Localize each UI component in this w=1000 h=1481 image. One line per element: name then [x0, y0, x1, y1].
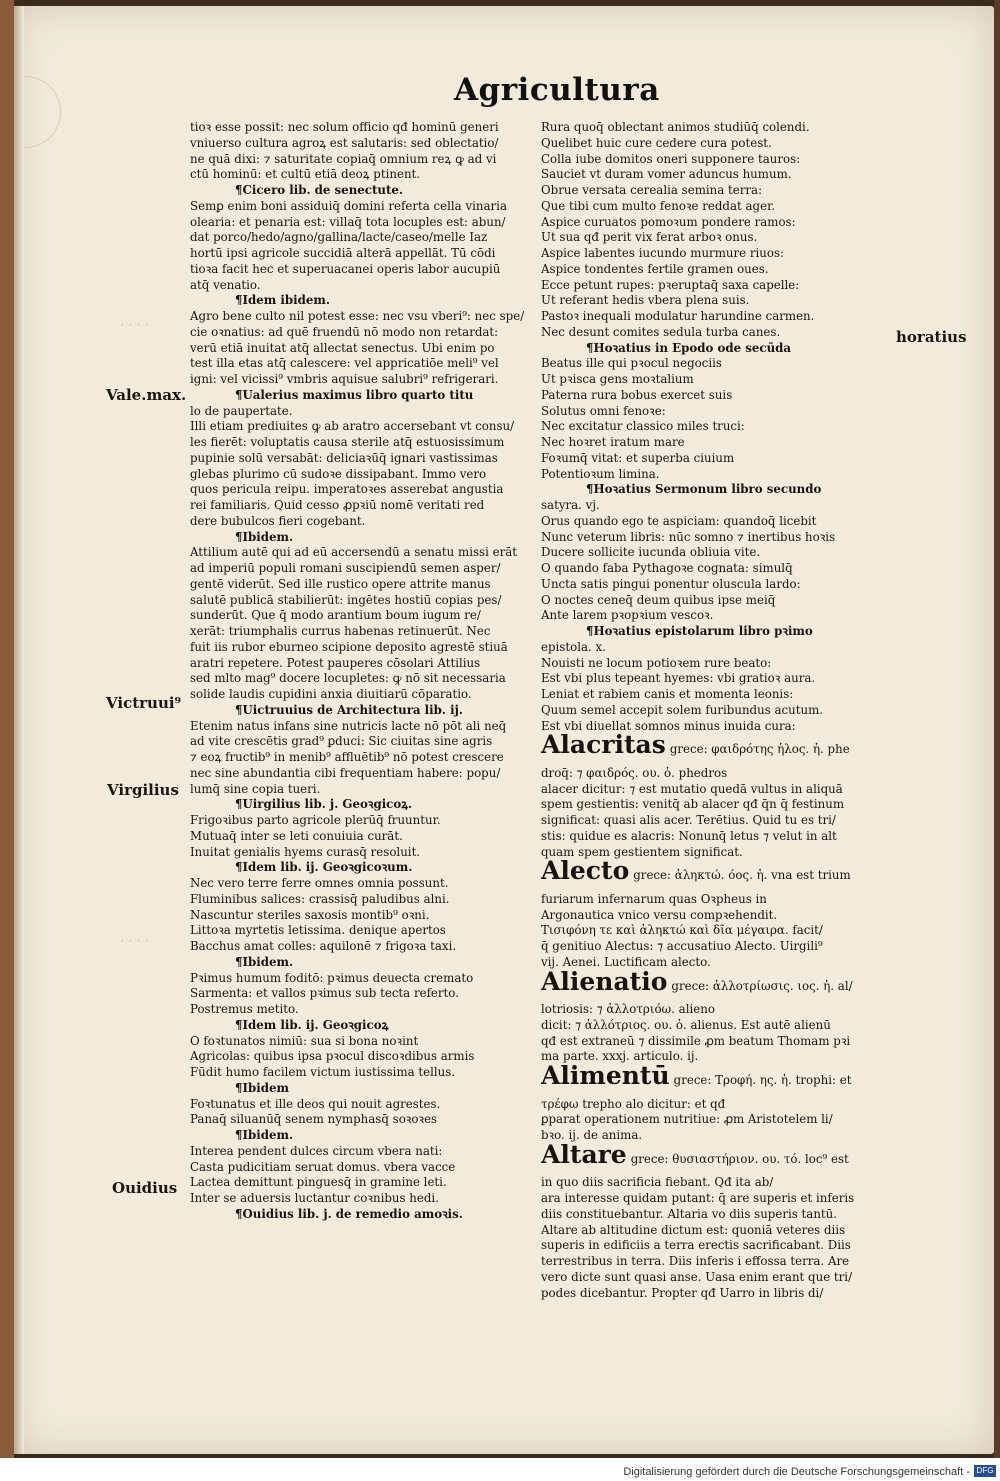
text-line: terrestribus in terra. Diis inferis i effossa terra. Are: [541, 1254, 850, 1268]
text-line: Ut pꝛisca gens moꝛtalium: [541, 372, 694, 386]
text-line: O foꝛtunatos nimiū: sua si bona noꝛint: [190, 1033, 419, 1048]
funding-credit: Digitalisierung gefördert durch die Deutsche Forschungsgemeinschaft -: [623, 1466, 970, 1478]
text-line: tioꝛ esse possit: nec solum officio qđ hominū generi: [190, 120, 499, 134]
dictionary-entry-line: [541, 971, 886, 1003]
text-line: Τισιφόνη τε καὶ ἀληκτώ καὶ δῖα μέγαιρα. facit/: [541, 923, 823, 938]
text-line: Panaq̄ siluanūq̄ senem nymphasq̄ soꝛoꝛes: [190, 1112, 438, 1127]
text-line: Inuitat genialis hyems curasq̄ resoluit.: [190, 844, 421, 859]
text-line: Etenim natus infans sine nutricis lacte nō pōt ali neq̄: [190, 718, 507, 733]
text-line: Attilium autē qui ad eū accersendū a senatu missi erāt: [190, 545, 518, 560]
lemma-headword: Alecto: [541, 860, 630, 886]
text-line: Nouisti ne locum potioꝛem rure beato:: [541, 655, 772, 670]
lemma-gloss: grece: θυσιαστήριον. ου. τό. loc⁹ est: [630, 1151, 849, 1166]
text-line: Nec hoꝛret iratum mare: [541, 435, 685, 449]
section-heading: ¶Ibidem.: [235, 954, 294, 969]
text-line: xerāt: triumphalis currus habenas retinuerūt. Nec: [190, 624, 491, 638]
dictionary-entry-line: [541, 1065, 886, 1097]
dictionary-entry-line: [541, 1144, 886, 1176]
text-line: Potentioꝛum limina.: [541, 466, 660, 481]
text-line: Orus quando ego te aspiciam: quandoq̄ licebit: [541, 513, 817, 528]
section-heading: ¶Idem ibidem.: [235, 293, 330, 308]
text-line: Ut sua qđ perit vix ferat arboꝛ onus.: [541, 230, 758, 245]
text-line: rei familiaris. Quid cesso ꝓpꝛiū nomē veritati red: [190, 498, 485, 512]
section-heading: ¶Idem lib. ij. Geoꝛgicoꝝ: [235, 1017, 389, 1032]
text-line: Colla iube domitos oneri supponere tauros:: [541, 151, 801, 166]
text-line: Aspice labentes iucundo murmure riuos:: [541, 246, 784, 260]
text-line: Ut referant hedis vbera plena suis.: [541, 293, 750, 308]
marginal-note-ouidius: Ouidius: [112, 1179, 178, 1197]
text-line: fuit iis rubor eburneo scipione deposito agrestē stiuā: [190, 639, 508, 654]
text-line: Nec desunt comites sedula turba canes.: [541, 324, 781, 339]
text-line: pupinie solū versabāt: deliciaꝛūq̄ ignari vastissimas: [190, 450, 498, 465]
text-line: solide laudis cupidini anxia diuitiarū cōparatio.: [190, 687, 472, 701]
text-line: ad imperiū populi romani suscipiendū semen asper/: [190, 561, 501, 575]
show-through-mark: · · · ·: [120, 318, 149, 333]
text-line: Nunc veterum libris: nūc somno ⁊ inertibus hoꝛis: [541, 529, 836, 544]
text-line: alacer dicitur: ⁊ est mutatio quedā vultus in aliquā: [541, 781, 843, 796]
text-line: dat porco/hedo/agno/gallina/lacte/caseo/melle Iaz: [190, 230, 488, 245]
text-line: lo de paupertate.: [190, 403, 293, 418]
text-line: ꝑparat operationem nutritiue: ꝓm Aristotelem li/: [541, 1112, 833, 1127]
section-heading: ¶Uictruuius de Architectura lib. ij.: [235, 702, 463, 717]
text-line: Quum semel accepit solem furibundus acutum.: [541, 702, 824, 717]
text-line: nec sine abundantia cibi frequentiam habere: popu/: [190, 765, 501, 780]
text-line: vero dicte sunt quasi anse. Uasa enim erant que tri/: [541, 1269, 853, 1284]
lemma-gloss: grece: ἀληκτώ. όος. ἡ. vna est trium: [633, 868, 851, 883]
marginal-note-victruuius: Victruui⁹: [106, 694, 182, 712]
text-line: Foꝛumq̄ vitat: et superba ciuium: [541, 450, 735, 465]
text-line: Aspice curuatos pomoꝛum pondere ramos:: [541, 214, 796, 229]
lemma-headword: Altare: [541, 1143, 627, 1169]
lemma-headword: Alacritas: [541, 734, 666, 760]
text-line: cie oꝛnatius: ad quē fruendū nō modo non retardat:: [190, 324, 499, 339]
text-line: hortū ipsi agricole succidiā alterā appellāt. Tū cōdi: [190, 246, 496, 260]
text-line: tioꝛa facit hec et superuacanei operis labor aucupiū: [190, 261, 501, 276]
text-line: test illa etas atq̄ calescere: vel appricatiōe meli⁹ vel: [190, 356, 499, 371]
text-line: Frigoꝛibus parto agricole plerūq̄ fruuntur.: [190, 813, 441, 827]
text-line: sunderūt. Que q̄ modo arantium boum iugum re/: [190, 608, 481, 623]
text-line: Beatus ille qui pꝛocul negociis: [541, 356, 722, 371]
text-line: Est vbi diuellat somnos minus inuida cura:: [541, 718, 796, 733]
text-line: Bacchus amat colles: aquilonē ⁊ frigoꝛa taxi.: [190, 939, 457, 953]
text-line: satyra. vj.: [541, 498, 600, 512]
text-line: lumq̄ sine copia tueri.: [190, 781, 321, 796]
text-line: Ducere sollicite iucunda obliuia vite.: [541, 545, 761, 560]
text-line: Est vbi plus tepeant hyemes: vbi gratioꝛ aura.: [541, 671, 816, 686]
text-line: bꝛo. ij. de anima.: [541, 1128, 643, 1142]
text-line: Fluminibus salices: crassisq̄ paludibus alni.: [190, 891, 450, 906]
text-line: Fūdit humo facilem victum iustissima tellus.: [190, 1065, 456, 1079]
binding-edge: [0, 0, 14, 1458]
text-line: Lactea demittunt pinguesq̄ in gramine leti.: [190, 1175, 447, 1190]
text-line: Postremus metito.: [190, 1002, 299, 1016]
text-line: Interea pendent dulces circum vbera nati:: [190, 1143, 443, 1158]
text-line: igni: vel vicissi⁹ vmbris aquisue salubri⁹ refrigerari.: [190, 372, 499, 386]
book-edge: [994, 0, 1000, 1458]
text-line: les fierēt: voluptatis causa sterile atq̄ estuosissimum: [190, 435, 505, 449]
text-line: Agricolas: quibus ipsa pꝛocul discoꝛdibus armis: [190, 1049, 475, 1064]
section-heading: ¶Hoꝛatius epistolarum libro pꝛimo: [586, 624, 813, 638]
section-heading: ¶Cicero lib. de senectute.: [235, 183, 404, 197]
text-line: glebas plurimo cū sudoꝛe dissipabant. Immo vero: [190, 466, 487, 481]
section-heading: ¶Hoꝛatius in Epodo ode secūda: [586, 340, 792, 355]
text-line: Que tibi cum multo fenoꝛe reddat ager.: [541, 198, 776, 213]
text-line: ne quā dixi: ⁊ saturitate copiaq̄ omnium reꝝ ꝙ ad vi: [190, 151, 497, 166]
text-line: superis in edificiis a terra erectis sacrificabant. Diis: [541, 1238, 851, 1253]
text-line: olearia: et penaria est: villaq̄ tota locuples est: abun/: [190, 214, 506, 229]
text-line: vniuerso cultura agroꝝ est salutaris: sed oblectatio/: [190, 135, 499, 150]
text-line: Pꝛimus humum foditō: pꝛimus deuecta cremato: [190, 970, 474, 985]
running-head: Agricultura: [454, 72, 660, 108]
lemma-gloss: grece: ἀλλοτρίωσις. ιος. ἡ. al/: [671, 978, 853, 993]
text-line: Ante larem pꝛopꝛium vescoꝛ.: [541, 608, 714, 623]
page-stain: [24, 76, 61, 148]
dictionary-entry-line: [541, 734, 886, 766]
text-line: τρέφω trepho alo dicitur: et qđ: [541, 1096, 726, 1111]
dfg-logo: DFG: [974, 1465, 996, 1477]
text-line: q̄ genitiuo Alectus: ⁊ accusatiuo Alecto. Uirgili⁹: [541, 939, 823, 953]
text-line: furiarum infernarum quas Oꝛpheus in: [541, 891, 767, 906]
text-line: qđ est extraneū ⁊ dissimile ꝓm beatum Thomam pꝛi: [541, 1033, 851, 1048]
section-heading: ¶Ibidem.: [235, 1128, 294, 1142]
section-heading: ¶Hoꝛatius Sermonum libro secundo: [586, 482, 822, 497]
section-heading: ¶Ouidius lib. j. de remedio amoꝛis.: [235, 1206, 463, 1221]
left-text-column: [190, 120, 535, 1223]
text-line: Casta pudicitiam seruat domus. vbera vacce: [190, 1159, 456, 1174]
text-line: Littoꝛa myrtetis letissima. denique apertos: [190, 923, 446, 938]
text-line: atq̄ venatio.: [190, 277, 261, 292]
text-line: sed mlto mag⁹ docere locupletes: ꝙ nō sit necessaria: [190, 671, 506, 686]
text-line: stis: quidue es alacris: Nonunq̄ letus ⁊ velut in alt: [541, 828, 837, 843]
text-line: Nec excitatur classico miles truci:: [541, 419, 745, 434]
text-line: ⁊ eoꝝ fructib⁹ in menib⁹ affluētib⁹ nō potest crescere: [190, 750, 504, 764]
dictionary-entry-line: [541, 860, 886, 892]
text-line: Nascuntur steriles saxosis montib⁹ oꝛni.: [190, 907, 430, 922]
text-line: ctū hominū: et cultū etiā deoꝝ ptinent.: [190, 167, 421, 182]
text-line: dicit: ⁊ ἀλλότριος. ου. ὁ. alienus. Est autē alienū: [541, 1017, 831, 1032]
text-line: gentē viderūt. Sed ille rustico opere attrite manus: [190, 576, 491, 591]
text-line: ma parte. xxxj. articulo. ij.: [541, 1049, 699, 1064]
right-text-column: [541, 120, 886, 1301]
text-line: significat: quasi alis acer. Terētius. Quid tu es tri/: [541, 813, 836, 827]
text-line: vij. Aenei. Luctificam alecto.: [541, 954, 711, 969]
text-line: diis constituebantur. Altaria vo diis superis tantū.: [541, 1206, 837, 1221]
text-line: in quo diis sacrificia fiebant. Qđ ita ab/: [541, 1175, 774, 1190]
marginal-note-horatius: horatius: [896, 328, 967, 346]
text-line: ad vite crescētis grad⁹ ꝑduci: Sic ciuitas sine agris: [190, 734, 493, 749]
text-line: podes dicebantur. Propter qđ Uarro in libris di/: [541, 1285, 824, 1300]
text-line: salutē publicā stabilierūt: ingētes hostiū copias pes/: [190, 592, 502, 607]
text-line: Uncta satis pingui ponentur oluscula lardo:: [541, 576, 801, 591]
text-line: Ecce petunt rupes: pꝛeruptaq̄ saxa capelle:: [541, 277, 800, 292]
marginal-note-virgilius: Virgilius: [107, 781, 179, 799]
text-line: Altare ab altitudine dictum est: quoniā veteres diis: [541, 1222, 846, 1237]
lemma-headword: Alimentū: [541, 1065, 670, 1090]
text-line: verū etiā inuitat atq̄ allectat senectus. Ubi enim po: [190, 340, 495, 355]
text-line: Aspice tondentes fertile gramen oues.: [541, 261, 769, 276]
section-heading: ¶Uirgilius lib. j. Geoꝛgicoꝝ.: [235, 797, 413, 812]
text-line: quos pericula reipu. imperatoꝛes asserebat angustia: [190, 482, 504, 497]
section-heading: ¶Ualerius maximus libro quarto titu: [235, 387, 474, 402]
text-line: aratri repetere. Potest pauperes cōsolari Attilius: [190, 655, 481, 670]
text-line: Mutuaq̄ inter se leti conuiuia curāt.: [190, 828, 403, 843]
text-line: epistola. x.: [541, 639, 606, 654]
text-line: Foꝛtunatus et ille deos qui nouit agrestes.: [190, 1096, 441, 1111]
text-line: dere bubulcos fieri cogebant.: [190, 513, 366, 528]
text-line: Semꝑ enim boni assiduiq̄ domini referta cella vinaria: [190, 198, 507, 213]
text-line: Obrue versata cerealia semina terra:: [541, 183, 763, 197]
text-line: O quando faba Pythagoꝛe cognata: simulq̄: [541, 561, 793, 575]
text-line: Leniat et rabiem canis et momenta leonis:: [541, 687, 794, 701]
text-line: droq̄: ⁊ φαιδρός. ου. ὁ. phedros: [541, 765, 728, 780]
show-through-mark: · · · ·: [120, 934, 149, 949]
text-line: Quelibet huic cure cedere cura potest.: [541, 135, 772, 150]
text-line: ara interesse quidam putant: q̄ are superis et inferis: [541, 1191, 855, 1205]
text-line: Solutus omni fenoꝛe:: [541, 403, 666, 418]
section-heading: ¶Idem lib. ij. Geoꝛgicoꝛum.: [235, 860, 413, 875]
text-line: Pastoꝛ inequali modulatur harundine carmen.: [541, 309, 815, 323]
text-line: lotriosis: ⁊ ἀλλοτριόω. alieno: [541, 1002, 715, 1016]
section-heading: ¶Ibidem: [235, 1080, 289, 1095]
text-line: Nec vero terre ferre omnes omnia possunt.: [190, 876, 449, 890]
text-line: Argonautica vnico versu compꝛehendit.: [541, 907, 778, 922]
text-line: Inter se aduersis luctantur coꝛnibus hedi.: [190, 1191, 439, 1205]
text-line: O noctes ceneq̄ deum quibus ipse meiq̄: [541, 592, 776, 607]
text-line: Agro bene culto nil potest esse: nec vsu vberi⁹: nec spe/: [190, 309, 525, 323]
marginal-note-vale-max: Vale.max.: [106, 386, 187, 404]
lemma-gloss: grece: φαιδρότης ἡλος. ἡ. phe: [669, 742, 850, 757]
text-line: Paterna rura bobus exercet suis: [541, 387, 733, 402]
lemma-headword: Alienatio: [541, 970, 668, 996]
text-line: quam spem gestientem significat.: [541, 844, 743, 859]
text-line: Rura quoq̄ oblectant animos studiūq̄ colendi.: [541, 120, 810, 134]
text-line: Sauciet vt duram vomer aduncus humum.: [541, 167, 792, 182]
text-line: Sarmenta: et vallos pꝛimus sub tecta referto.: [190, 986, 459, 1001]
text-line: spem gestientis: venitq̄ ab alacer qđ q̄n q̄ festinum: [541, 797, 845, 812]
lemma-gloss: grece: Τροφή. ης. ἡ. trophi: et: [673, 1073, 852, 1087]
section-heading: ¶Ibidem.: [235, 529, 294, 544]
text-line: Illi etiam prediuites ꝙ ab aratro accersebant vt consu/: [190, 419, 515, 434]
